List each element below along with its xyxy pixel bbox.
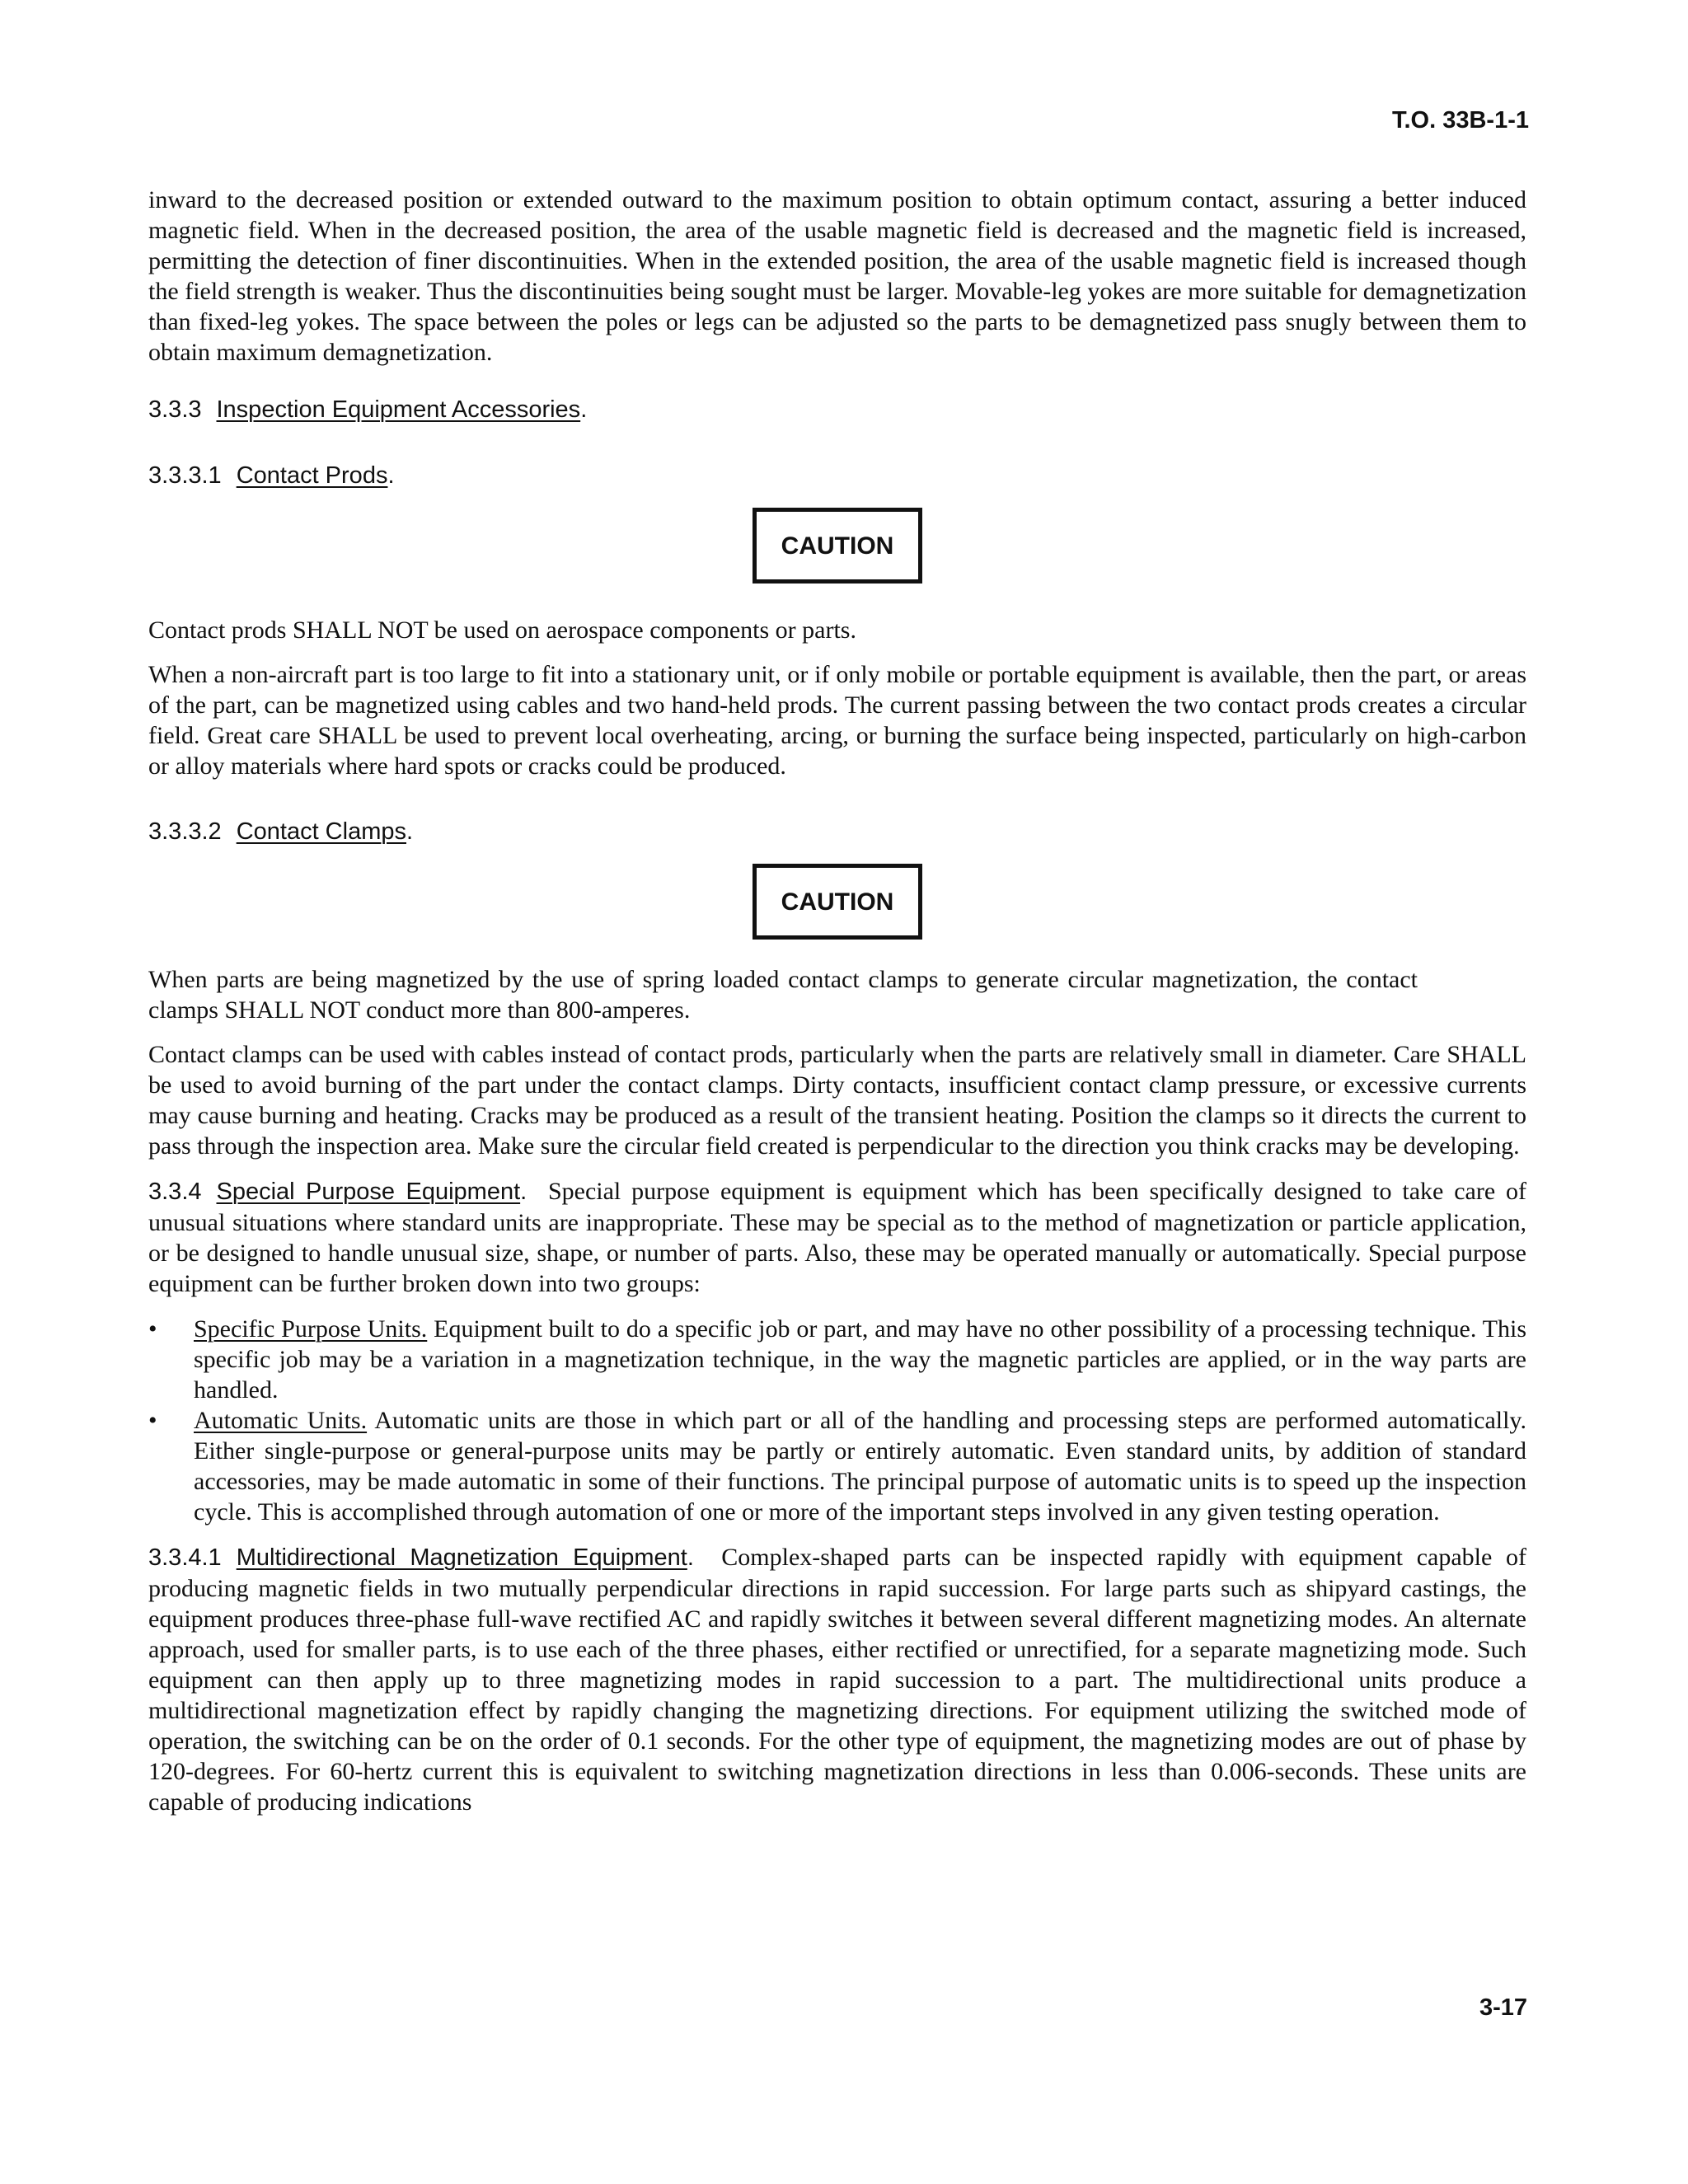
- list-item: [148, 1314, 1526, 1405]
- section-title: Multidirectional Magnetization Equipment: [236, 1544, 687, 1571]
- section-title: Contact Prods: [236, 462, 388, 489]
- page-body: [148, 185, 1526, 1817]
- document-id: T.O. 33B-1-1: [1392, 107, 1529, 134]
- caution-box-2: [148, 864, 1526, 940]
- bullet-icon: •: [148, 1407, 157, 1434]
- bullet-term: Specific Purpose Units.: [194, 1315, 428, 1343]
- caution-box-1: [148, 508, 1526, 583]
- contact-clamps-paragraph: Contact clamps can be used with cables instead of contact prods, particularly when the parts are relatively small in diameter. Care SHALL be used to avoid burning of the part under the contact clamps. Dirty contacts, insufficient contact clamp pressure, or excessive currents may cause burning and heating. Cracks may be produced as a result of the transient heating. Position the clamps so it directs the current to pass through the inspection area. Make sure the circular field created is perpendicular to the direction you think cracks may be developing.: [148, 1041, 1526, 1160]
- heading-3-3-3: [148, 395, 1526, 425]
- bullet-text: Equipment built to do a specific job or part, and may have no other possibility of a processing technique. This specific job may be a variation in a magnetization technique, in the way the magnetic particles are applied, or in the way parts are handled.: [194, 1315, 1527, 1404]
- special-purpose-paragraph: [148, 1176, 1526, 1299]
- section-title-end: .: [406, 818, 414, 845]
- intro-paragraph: inward to the decreased position or extended outward to the maximum position to obtain optimum contact, assuring a better induced magnetic field. When in the decreased position, the area of the usable magnetic field is decreased and the magnetic field is increased, permitting the detection of finer discontinuities. When in the extended position, the area of the usable magnetic field is increased though the field strength is weaker. Thus the discontinuities being sought must be larger. Movable-leg yokes are more suitable for demagnetization than fixed-leg yokes. The space between the poles or legs can be adjusted so the parts to be demagnetized pass snugly between them to obtain maximum demagnetization.: [148, 186, 1526, 366]
- caution-text-2: When parts are being magnetized by the use of spring loaded contact clamps to generate circular magnetization, the contact clamps SHALL NOT conduct more than 800-amperes.: [148, 966, 1418, 1024]
- section-number: 3.3.3.1: [148, 462, 222, 489]
- section-title-end: .: [580, 396, 588, 423]
- caution-label: CAUTION: [753, 864, 922, 940]
- page-number: 3-17: [1479, 1994, 1527, 2021]
- bullet-icon: •: [148, 1315, 157, 1343]
- heading-3-3-3-2: [148, 817, 1526, 847]
- section-title-end: .: [687, 1544, 694, 1571]
- section-number: 3.3.4: [148, 1179, 202, 1205]
- section-body: Complex-shaped parts can be inspected rapidly with equipment capable of producing magnetic fields in two mutually perpendicular directions in rapid succession. For large parts such as shipyard castings, the equipment produces three-phase full-wave rectified AC and rapidly switches it between several different magnetizing modes. An alternate approach, used for smaller parts, is to use each of the three phases, either rectified or unrectified, for a separate magnetizing mode. Such equipment can then apply up to three magnetizing modes in rapid succession to a part. The multidirectional units produce a multidirectional magnetization effect by rapidly changing the magnetizing directions. For equipment utilizing the switched mode of operation, the switching can be on the order of 0.1 seconds. For the other type of equipment, the magnetizing modes are out of phase by 120-degrees. For 60-hertz current this is equivalent to switching magnetization directions in less than 0.006-seconds. These units are capable of producing indications: [148, 1544, 1526, 1816]
- multidirectional-paragraph: [148, 1542, 1526, 1817]
- heading-3-3-3-1: [148, 461, 1526, 491]
- caution-text-1: Contact prods SHALL NOT be used on aerospace components or parts.: [148, 616, 856, 644]
- section-body: Special purpose equipment is equipment which has been specifically designed to take care of unusual situations where standard units are inappropriate. These may be special as to the method of magnetization or particle application, or be designed to handle unusual size, shape, or number of parts. Also, these may be operated manually or automatically. Special purpose equipment can be further broken down into two groups:: [148, 1178, 1527, 1297]
- section-number: 3.3.3.2: [148, 818, 222, 845]
- contact-prods-paragraph: When a non-aircraft part is too large to fit into a stationary unit, or if only mobile or portable equipment is available, then the part, or areas of the part, can be magnetized using cables and two hand-held prods. The current passing between the two contact prods creates a circular field. Great care SHALL be used to prevent local overheating, arcing, or burning the surface being inspected, particularly on high-carbon or alloy materials where hard spots or cracks could be produced.: [148, 661, 1526, 780]
- equipment-groups-list: [148, 1314, 1526, 1527]
- section-title: Contact Clamps: [236, 818, 406, 845]
- section-title: Inspection Equipment Accessories: [216, 396, 581, 423]
- section-title-end: .: [387, 462, 395, 489]
- list-item: [148, 1405, 1526, 1527]
- caution-label: CAUTION: [753, 508, 922, 583]
- section-title-end: .: [520, 1179, 528, 1205]
- bullet-text: Automatic units are those in which part or all of the handling and processing steps are performed automatically. Either single-purpose or general-purpose units may be partly or entirely automatic. Even standard units, by addition of standard accessories, may be made automatic in some of their functions. The principal purpose of automatic units is to speed up the inspection cycle. This is accomplished through automation of one or more of the important steps involved in any given testing operation.: [194, 1407, 1526, 1526]
- bullet-term: Automatic Units.: [194, 1407, 368, 1434]
- section-title: Special Purpose Equipment: [216, 1179, 521, 1205]
- section-number: 3.3.4.1: [148, 1544, 222, 1571]
- section-number: 3.3.3: [148, 396, 202, 423]
